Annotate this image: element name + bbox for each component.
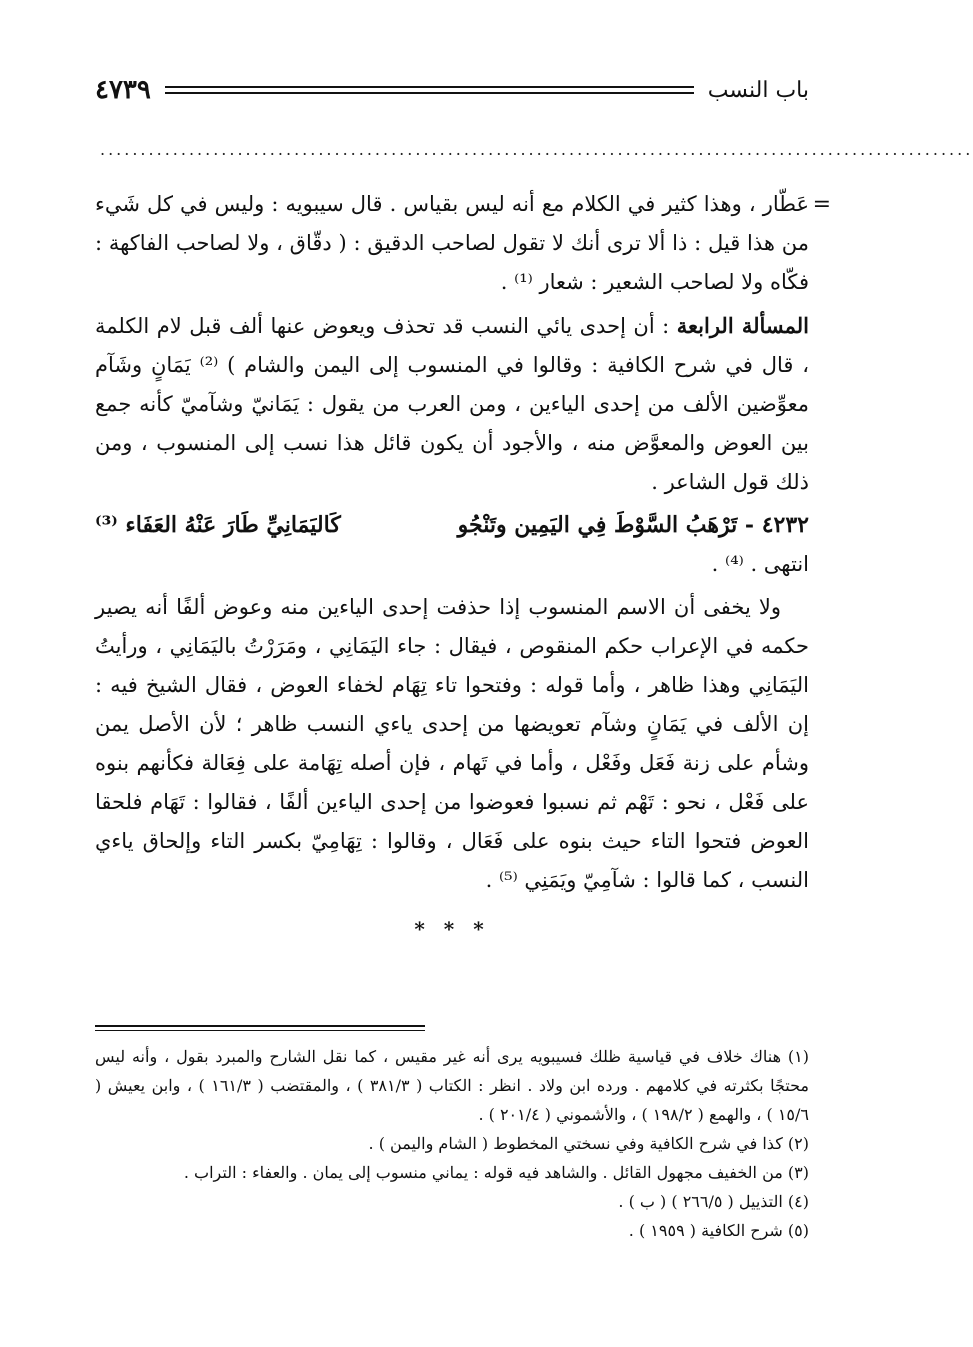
page-header [95,70,809,110]
paragraph-2-text: : أن إحدى يائي النسب قد تحذف ويعوض عنها ألف قبل لام الكلمة ، قال في شرح الكافية : وقالوا في المنسوب إلى اليمن والشام ) ⁽²⁾ يَمَانٍ وشَآم معوِّضين الألف من إحدى الياءين ، ومن العرب من يقول : يَمَانيّ وشآميّ كأنه جمع بين العوض والمعوَّض منه ، والأجود أن يكون قائل هذا نسب إلى المنسوب ، ومن ذلك قول الشاعر . [95,314,809,494]
footnote-4: (٤) التذييل ( ٢٦٦/٥ ) ( ب ) . [618,1192,809,1211]
footnote-5: (٥) شرح الكافية ( ١٩٥٩ ) . [628,1221,809,1240]
verse [95,506,809,545]
paragraph-2 [95,306,809,502]
footnote-2: (٢) كذا في شرح الكافية وفي نسختي المخطوط ( الشام واليمن ) . [368,1134,809,1153]
section-stars: * * * [414,917,490,941]
paragraph-1: عَطّار ، وهذا كثير في الكلام مع أنه ليس بقياس . قال سيبويه : وليس في كل شَيء من هذا قيل : ذا ألا ترى أنك لا تقول لصاحب الدقيق : ( دقّاق ، ولا لصاحب الفاكهة : فكّاه ولا لصاحب الشعير : شعار ⁽¹⁾ . [95,192,809,294]
header-rule [165,86,694,94]
paragraph-3: ولا يخفى أن الاسم المنسوب إذا حذفت إحدى الياءين منه وعوض ألفًا أنه يصير حكمه في الإعراب حكم المنقوص ، فيقال : جاء اليَمَانِي ، ومَرَرْتُ باليَمَانِي ، ورأيتُ اليَمَانِي وهذا ظاهر ، وأما قوله : وفتحوا تاء تِهَام لخفاء العوض ، فقال الشيخ فيه : إن الألف في يَمَانٍ وشآم تعويضها من إحدى ياءي النسب ظاهر ؛ لأن الأصل يمن وشأم على زنة فَعَل وفَعْل ، وأما في تَهام ، فإن أصله تِهَامة على فِعَالة فكأنهم بنوه على فَعْل ، نحو : تَهْم ثم نسبوا فعوضوا من إحدى الياءين ألفًا ، فقالوا : تَهَام فلحقا العوض فتحوا التاء حيث بنوه على فَعَال ، وقالوا : تِهَامِيّ بكسر التاء وإلحاق ياءي النسب ، كما قالوا : شآمِيّ ويَمَنِي ⁽⁵⁾ . [95,595,809,892]
footnote-3: (٣) من الخفيف مجهول القائل . والشاهد فيه قوله : يماني منسوب إلى يمان . والعفاء : التراب . [183,1163,809,1182]
chapter-title: باب النسب [707,77,809,103]
page-number: ٤٧٣٩ [95,75,151,105]
verse-second-hemistich: كَاليَمَانِيِّ طَارَ عَنْهُ العَفَاء ⁽³⁾ [95,512,341,538]
footnote-1: (١) هناك خلاف في قياسية ظلك فسيبويه يرى أنه غير مقيس ، كما نقل الشارح والمبرد بقول ، وأنه ليس محتجًا بكثرته في كلامهم . ورده ابن ولاد . انظر : الكتاب ( ٣٨١/٣ ) ، والمقتضب ( ١٦١/٣ ) ، وابن يعيش ( ١٥/٦ ) ، والهمع ( ١٩٨/٢ ) ، والأشموني ( ٢٠١/٤ ) . [95,1047,810,1124]
main-text [95,185,831,949]
section-heading: المسألة الرابعة [676,313,809,338]
continuation-mark: = [812,192,831,217]
footnotes [95,1042,809,1245]
verse-first-hemistich: ٤٢٣٢ - تَرْهَبُ السَّوْطَ فِي اليَمِين وتَنْجُو [457,512,809,538]
dotted-separator: ............................................................................................................ [100,140,973,159]
after-verse-note: انتهى . ⁽⁴⁾ . [711,552,809,576]
footnote-rule [95,1025,425,1031]
